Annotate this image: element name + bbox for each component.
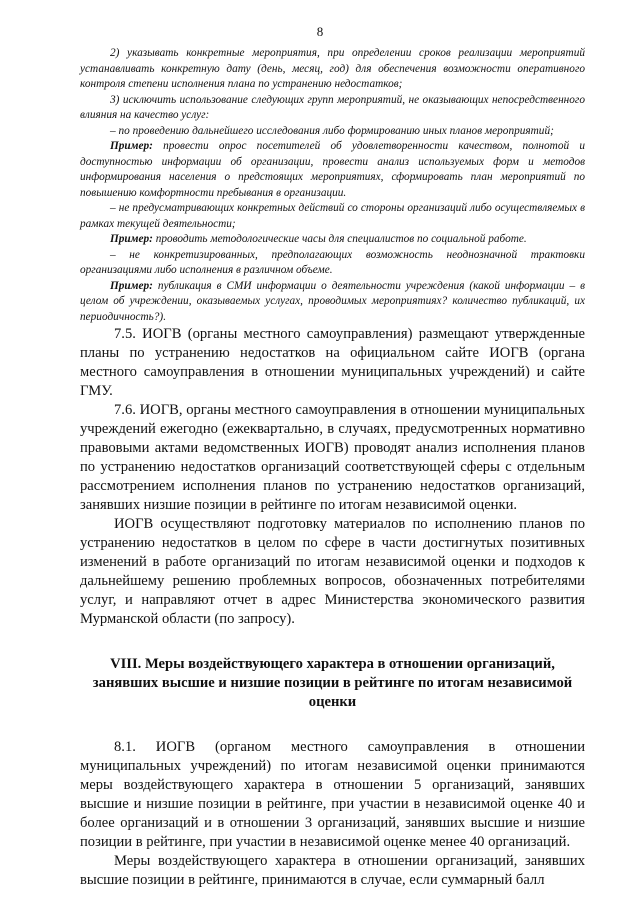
dash-item-research: – по проведению дальнейшего исследования либо формированию иных планов мероприятий;	[110, 124, 554, 137]
example-label: Пример:	[110, 233, 153, 245]
page-content	[80, 46, 585, 890]
dash-item-not-specified: – не конкретизированных, предполагающих возможность неоднозначной трактовки организациями либо исполнения в различном объеме.	[80, 248, 585, 276]
example-text: провести опрос посетителей об удовлетворенности качеством, полнотой и доступностью информации об организации, провести анализ используемых форм и методов информирования населения о предстоящих мероприятиях, сформировать план мероприятий по повышению комфортности пребывания в организации.	[80, 140, 585, 199]
paragraph-8-1: 8.1. ИОГВ (органом местного самоуправления в отношении муниципальных учреждений) по итогам независимой оценки принимаются меры воздействующего характера в отношении 5 организаций, занявших высшие и низшие позиции в рейтинге, при участии в независимой оценке 40 и более организаций и в отношении 3 организаций, занявших высшие и низшие позиции в рейтинге, при участии в независимой оценке менее 40 организаций.	[80, 739, 585, 850]
item-3-paragraph: 3) исключить использование следующих групп мероприятий, не оказывающих непосредственного влияния на качество услуг:	[80, 93, 585, 121]
paragraph-7-5: 7.5. ИОГВ (органы местного самоуправления) размещают утвержденные планы по устранению недостатков на официальном сайте ИОГВ (органа местного самоуправления в отношении муниципальных учреждений) и сайте ГМУ.	[80, 326, 585, 399]
item-2-paragraph: 2) указывать конкретные мероприятия, при определении сроков реализации мероприятий устанавливать конкретную дату (день, месяц, год) для обеспечения возможности оперативного контроля степени исполнения плана по устранению недостатков;	[80, 47, 585, 90]
section-heading: VIII. Меры воздействующего характера в отношении организаций, занявших высшие и низшие позиции в рейтинге по итогам независимой оценки	[92, 656, 573, 710]
example-paragraph-2	[80, 232, 585, 248]
example-paragraph-1	[80, 139, 585, 201]
example-paragraph-3	[80, 279, 585, 326]
paragraph-7-6: 7.6. ИОГВ, органы местного самоуправления в отношении муниципальных учреждений ежегодно (ежеквартально, в случаях, предусмотренных нормативно правовыми актами ведомственных ИОГВ) проводят анализ исполнения планов по устранению недостатков организаций соответствующей сферы с отдельным рассмотрением исполнения планов по устранению недостатков организаций, занявших низшие позиции в рейтинге по итогам независимой оценки.	[80, 402, 585, 513]
example-label: Пример:	[110, 279, 153, 292]
example-text: проводить методологические часы для специалистов по социальной работе.	[152, 233, 527, 245]
dash-item-no-actions: – не предусматривающих конкретных действий со стороны организаций либо осуществляемых в рамках текущей деятельности;	[80, 202, 585, 230]
paragraph-measures: Меры воздействующего характера в отношении организаций, занявших высшие позиции в рейтинге, принимаются в случае, если суммарный балл	[80, 853, 585, 888]
paragraph-iogv-report: ИОГВ осуществляют подготовку материалов по исполнению планов по устранению недостатков в целом по сфере в части достигнутых позитивных изменений в работе организаций по итогам независимой оценки и подходов к дальнейшему решению проблемных вопросов, обозначенных потребителями услуг, и направляют отчет в адрес Министерства экономического развития Мурманской области (по запросу).	[80, 516, 585, 627]
page-number: 8	[316, 24, 324, 39]
spacer	[80, 712, 585, 738]
example-label: Пример:	[110, 140, 153, 152]
example-text: публикация в СМИ информации о деятельности учреждения (какой информации – в целом об учреждении, оказываемых услугах, проводимых мероприятиях? количество публикаций, их периодичность?).	[80, 279, 585, 323]
